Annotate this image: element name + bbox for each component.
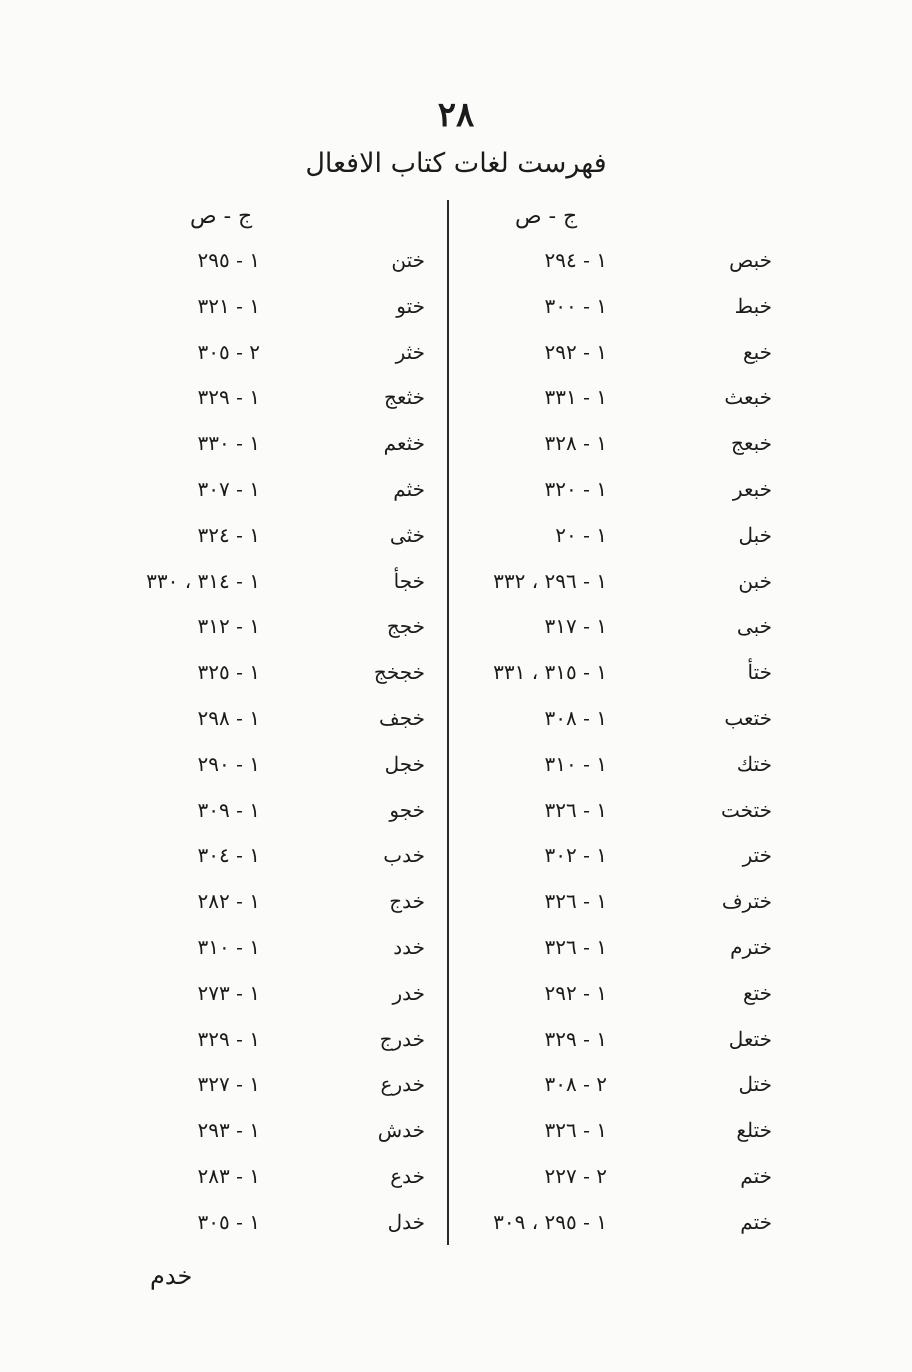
index-row xyxy=(0,843,912,889)
left-ref: ١ - ٣٠٩ xyxy=(197,797,260,822)
left-word: ختن xyxy=(391,248,425,272)
left-ref: ١ - ٣٠٤ xyxy=(197,843,260,868)
right-ref: ١ - ٣١٠ xyxy=(544,751,607,776)
index-row xyxy=(0,706,912,752)
index-row xyxy=(0,385,912,431)
right-ref: ١ - ٣١٥ ، ٣٣١ xyxy=(493,660,607,685)
left-word: خجل xyxy=(384,751,425,776)
index-row xyxy=(0,1164,912,1210)
right-word: ختر xyxy=(742,843,772,868)
right-word: خبعث xyxy=(724,385,772,410)
page-title: فهرست لغات كتاب الافعال xyxy=(305,148,607,179)
left-ref: ١ - ٢٩٥ xyxy=(197,248,260,272)
right-ref: ١ - ٢٠ xyxy=(555,522,607,547)
left-ref: ١ - ٣٠٥ xyxy=(197,1209,260,1234)
right-ref: ١ - ٣٠٨ xyxy=(544,705,607,730)
left-word: خدر xyxy=(392,980,425,1005)
index-row xyxy=(0,660,912,706)
left-ref: ١ - ٢٩٨ xyxy=(197,705,260,730)
right-word: ختل xyxy=(738,1072,772,1097)
right-word: خبن xyxy=(738,568,772,593)
left-word: خثعم xyxy=(383,431,425,456)
left-ref: ١ - ٢٧٣ xyxy=(197,980,260,1005)
right-word: خترف xyxy=(721,889,772,914)
left-ref: ١ - ٢٩٣ xyxy=(197,1118,260,1143)
index-row xyxy=(0,752,912,798)
left-ref: ١ - ٢٩٠ xyxy=(197,751,260,776)
left-word: خدرع xyxy=(380,1072,425,1097)
left-word: خدد xyxy=(393,934,425,959)
left-ref: ١ - ٣٢٧ xyxy=(197,1072,260,1097)
index-row xyxy=(0,294,912,340)
left-word: خثعج xyxy=(384,385,425,410)
left-word: خجج xyxy=(386,614,425,639)
left-word: خدع xyxy=(390,1163,425,1188)
index-row xyxy=(0,523,912,569)
right-ref: ١ - ٣١٧ xyxy=(544,614,607,639)
right-ref: ١ - ٢٩٢ xyxy=(544,980,607,1005)
left-word: خدل xyxy=(387,1209,425,1234)
right-ref: ١ - ٣٢٦ xyxy=(544,934,607,959)
right-ref: ١ - ٣٢٦ xyxy=(544,1118,607,1143)
left-word: خدب xyxy=(383,843,425,868)
left-ref: ١ - ٣٢١ xyxy=(197,293,260,318)
right-ref: ١ - ٣٢٦ xyxy=(544,797,607,822)
index-row xyxy=(0,889,912,935)
right-word: ختعب xyxy=(724,705,772,730)
index-table xyxy=(0,248,912,1256)
column-header-left: ج - ص xyxy=(190,204,253,229)
right-ref: ١ - ٣٣١ xyxy=(544,385,607,410)
left-ref: ١ - ٣١٢ xyxy=(197,614,260,639)
index-row xyxy=(0,569,912,615)
left-ref: ١ - ٣١٠ xyxy=(197,934,260,959)
right-word: ختم xyxy=(740,1209,772,1234)
index-row xyxy=(0,935,912,981)
index-row xyxy=(0,981,912,1027)
index-row xyxy=(0,340,912,386)
index-row xyxy=(0,614,912,660)
index-row xyxy=(0,1210,912,1256)
index-row xyxy=(0,798,912,844)
right-ref: ١ - ٣٠٢ xyxy=(544,843,607,868)
left-word: خثى xyxy=(389,522,425,547)
left-ref: ١ - ٢٨٣ xyxy=(197,1163,260,1188)
left-ref: ١ - ٣٢٩ xyxy=(197,1026,260,1051)
right-ref: ١ - ٢٩٤ xyxy=(544,248,607,272)
column-header-right: ج - ص xyxy=(515,204,578,229)
index-row xyxy=(0,248,912,294)
right-word: خترم xyxy=(730,934,772,959)
right-ref: ١ - ٣٢٩ xyxy=(544,1026,607,1051)
continuation-word: خدم xyxy=(150,1262,193,1290)
left-word: خجخج xyxy=(373,660,425,685)
right-word: ختم xyxy=(740,1163,772,1188)
right-word: خبع xyxy=(742,339,772,364)
left-word: خجف xyxy=(379,705,425,730)
right-ref: ٢ - ٢٢٧ xyxy=(544,1163,607,1188)
left-ref: ٢ - ٣٠٥ xyxy=(197,339,260,364)
index-row xyxy=(0,431,912,477)
left-ref: ١ - ٣٠٧ xyxy=(197,476,260,501)
left-ref: ١ - ٣٢٤ xyxy=(197,522,260,547)
right-ref: ١ - ٣٢٠ xyxy=(544,476,607,501)
left-word: خثم xyxy=(393,476,425,501)
index-row xyxy=(0,477,912,523)
right-word: ختع xyxy=(742,980,772,1005)
right-word: خبى xyxy=(736,614,772,639)
left-word: خدرج xyxy=(379,1026,425,1051)
left-word: خجأ xyxy=(393,568,425,593)
right-ref: ١ - ٢٩٢ xyxy=(544,339,607,364)
index-row xyxy=(0,1118,912,1164)
left-word: خدج xyxy=(389,889,425,914)
right-word: خبط xyxy=(734,293,772,318)
right-word: ختعل xyxy=(728,1026,772,1051)
right-word: ختأ xyxy=(747,660,772,685)
left-word: ختو xyxy=(396,293,425,318)
left-word: خدش xyxy=(377,1118,425,1143)
page-number: ٢٨ xyxy=(437,95,475,135)
right-word: خبعر xyxy=(732,476,772,501)
right-word: خبص xyxy=(729,248,772,272)
right-ref: ١ - ٢٩٦ ، ٣٣٢ xyxy=(493,568,607,593)
right-ref: ١ - ٣٠٠ xyxy=(544,293,607,318)
index-row xyxy=(0,1027,912,1073)
left-ref: ١ - ٣٢٥ xyxy=(197,660,260,685)
index-row xyxy=(0,1072,912,1118)
right-ref: ١ - ٣٢٦ xyxy=(544,889,607,914)
right-word: ختخت xyxy=(721,797,772,822)
right-ref: ١ - ٣٢٨ xyxy=(544,431,607,456)
left-word: خثر xyxy=(395,339,425,364)
right-word: ختلع xyxy=(736,1118,772,1143)
left-ref: ١ - ٣١٤ ، ٣٣٠ xyxy=(146,568,260,593)
right-word: ختك xyxy=(736,751,772,776)
right-word: خبعج xyxy=(731,431,772,456)
left-ref: ١ - ٢٨٢ xyxy=(197,889,260,914)
right-word: خبل xyxy=(738,522,772,547)
left-word: خجو xyxy=(389,797,425,822)
left-ref: ١ - ٣٣٠ xyxy=(197,431,260,456)
right-ref: ١ - ٢٩٥ ، ٣٠٩ xyxy=(493,1209,607,1234)
right-ref: ٢ - ٣٠٨ xyxy=(544,1072,607,1097)
left-ref: ١ - ٣٢٩ xyxy=(197,385,260,410)
